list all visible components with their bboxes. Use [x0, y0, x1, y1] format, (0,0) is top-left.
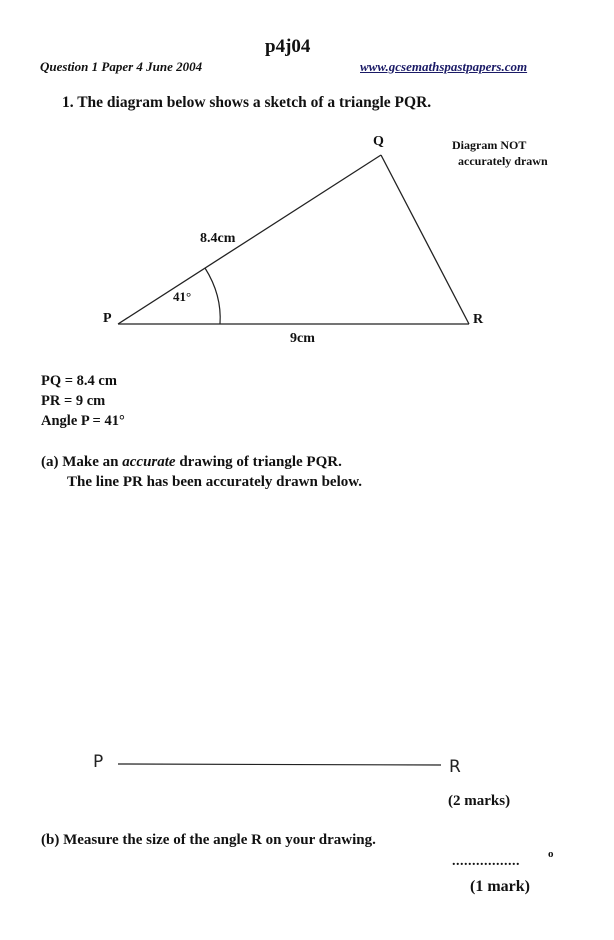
part-a-suffix: drawing of triangle PQR. — [175, 454, 342, 470]
answer-line[interactable]: ................. — [452, 854, 520, 869]
part-b-marks: (1 mark) — [470, 878, 530, 895]
part-b-text: (b) Measure the size of the angle R on your drawing. — [41, 832, 376, 848]
vertex-r-label: R — [473, 312, 484, 327]
angle-p-arc — [205, 268, 220, 324]
side-pq-label: 8.4cm — [200, 231, 236, 246]
angle-p-label: 41° — [173, 289, 192, 304]
degree-symbol: o — [548, 848, 554, 860]
side-pq-line — [118, 155, 381, 324]
diagram-note-line1: Diagram NOT — [452, 138, 527, 152]
handwritten-r-label: R — [449, 757, 461, 777]
part-a-emphasis: accurate — [122, 454, 176, 470]
handwritten-p-label: P — [93, 752, 104, 772]
given-values — [41, 371, 125, 431]
given-angle: Angle P = 41° — [41, 413, 125, 429]
triangle-sketch — [118, 155, 469, 324]
diagram-note-line2: accurately drawn — [458, 154, 548, 168]
paper-source: Question 1 Paper 4 June 2004 — [40, 59, 203, 74]
side-pr-label: 9cm — [290, 331, 315, 346]
question-text: 1. The diagram below shows a sketch of a triangle PQR. — [62, 94, 432, 111]
part-a-marks: (2 marks) — [448, 793, 511, 809]
vertex-q-label: Q — [373, 134, 384, 149]
part-a-text — [41, 452, 362, 492]
given-line-pr — [118, 764, 441, 765]
page-title: p4j04 — [265, 36, 311, 57]
part-a-line2: The line PR has been accurately drawn below. — [67, 474, 362, 490]
given-pr: PR = 9 cm — [41, 393, 106, 409]
website-link[interactable]: www.gcsemathspastpapers.com — [360, 59, 528, 74]
vertex-p-label: P — [103, 311, 112, 326]
part-a-line1 — [41, 452, 362, 472]
given-pq: PQ = 8.4 cm — [41, 373, 117, 389]
side-qr-line — [381, 155, 469, 324]
part-a-prefix: (a) Make an — [41, 454, 123, 470]
